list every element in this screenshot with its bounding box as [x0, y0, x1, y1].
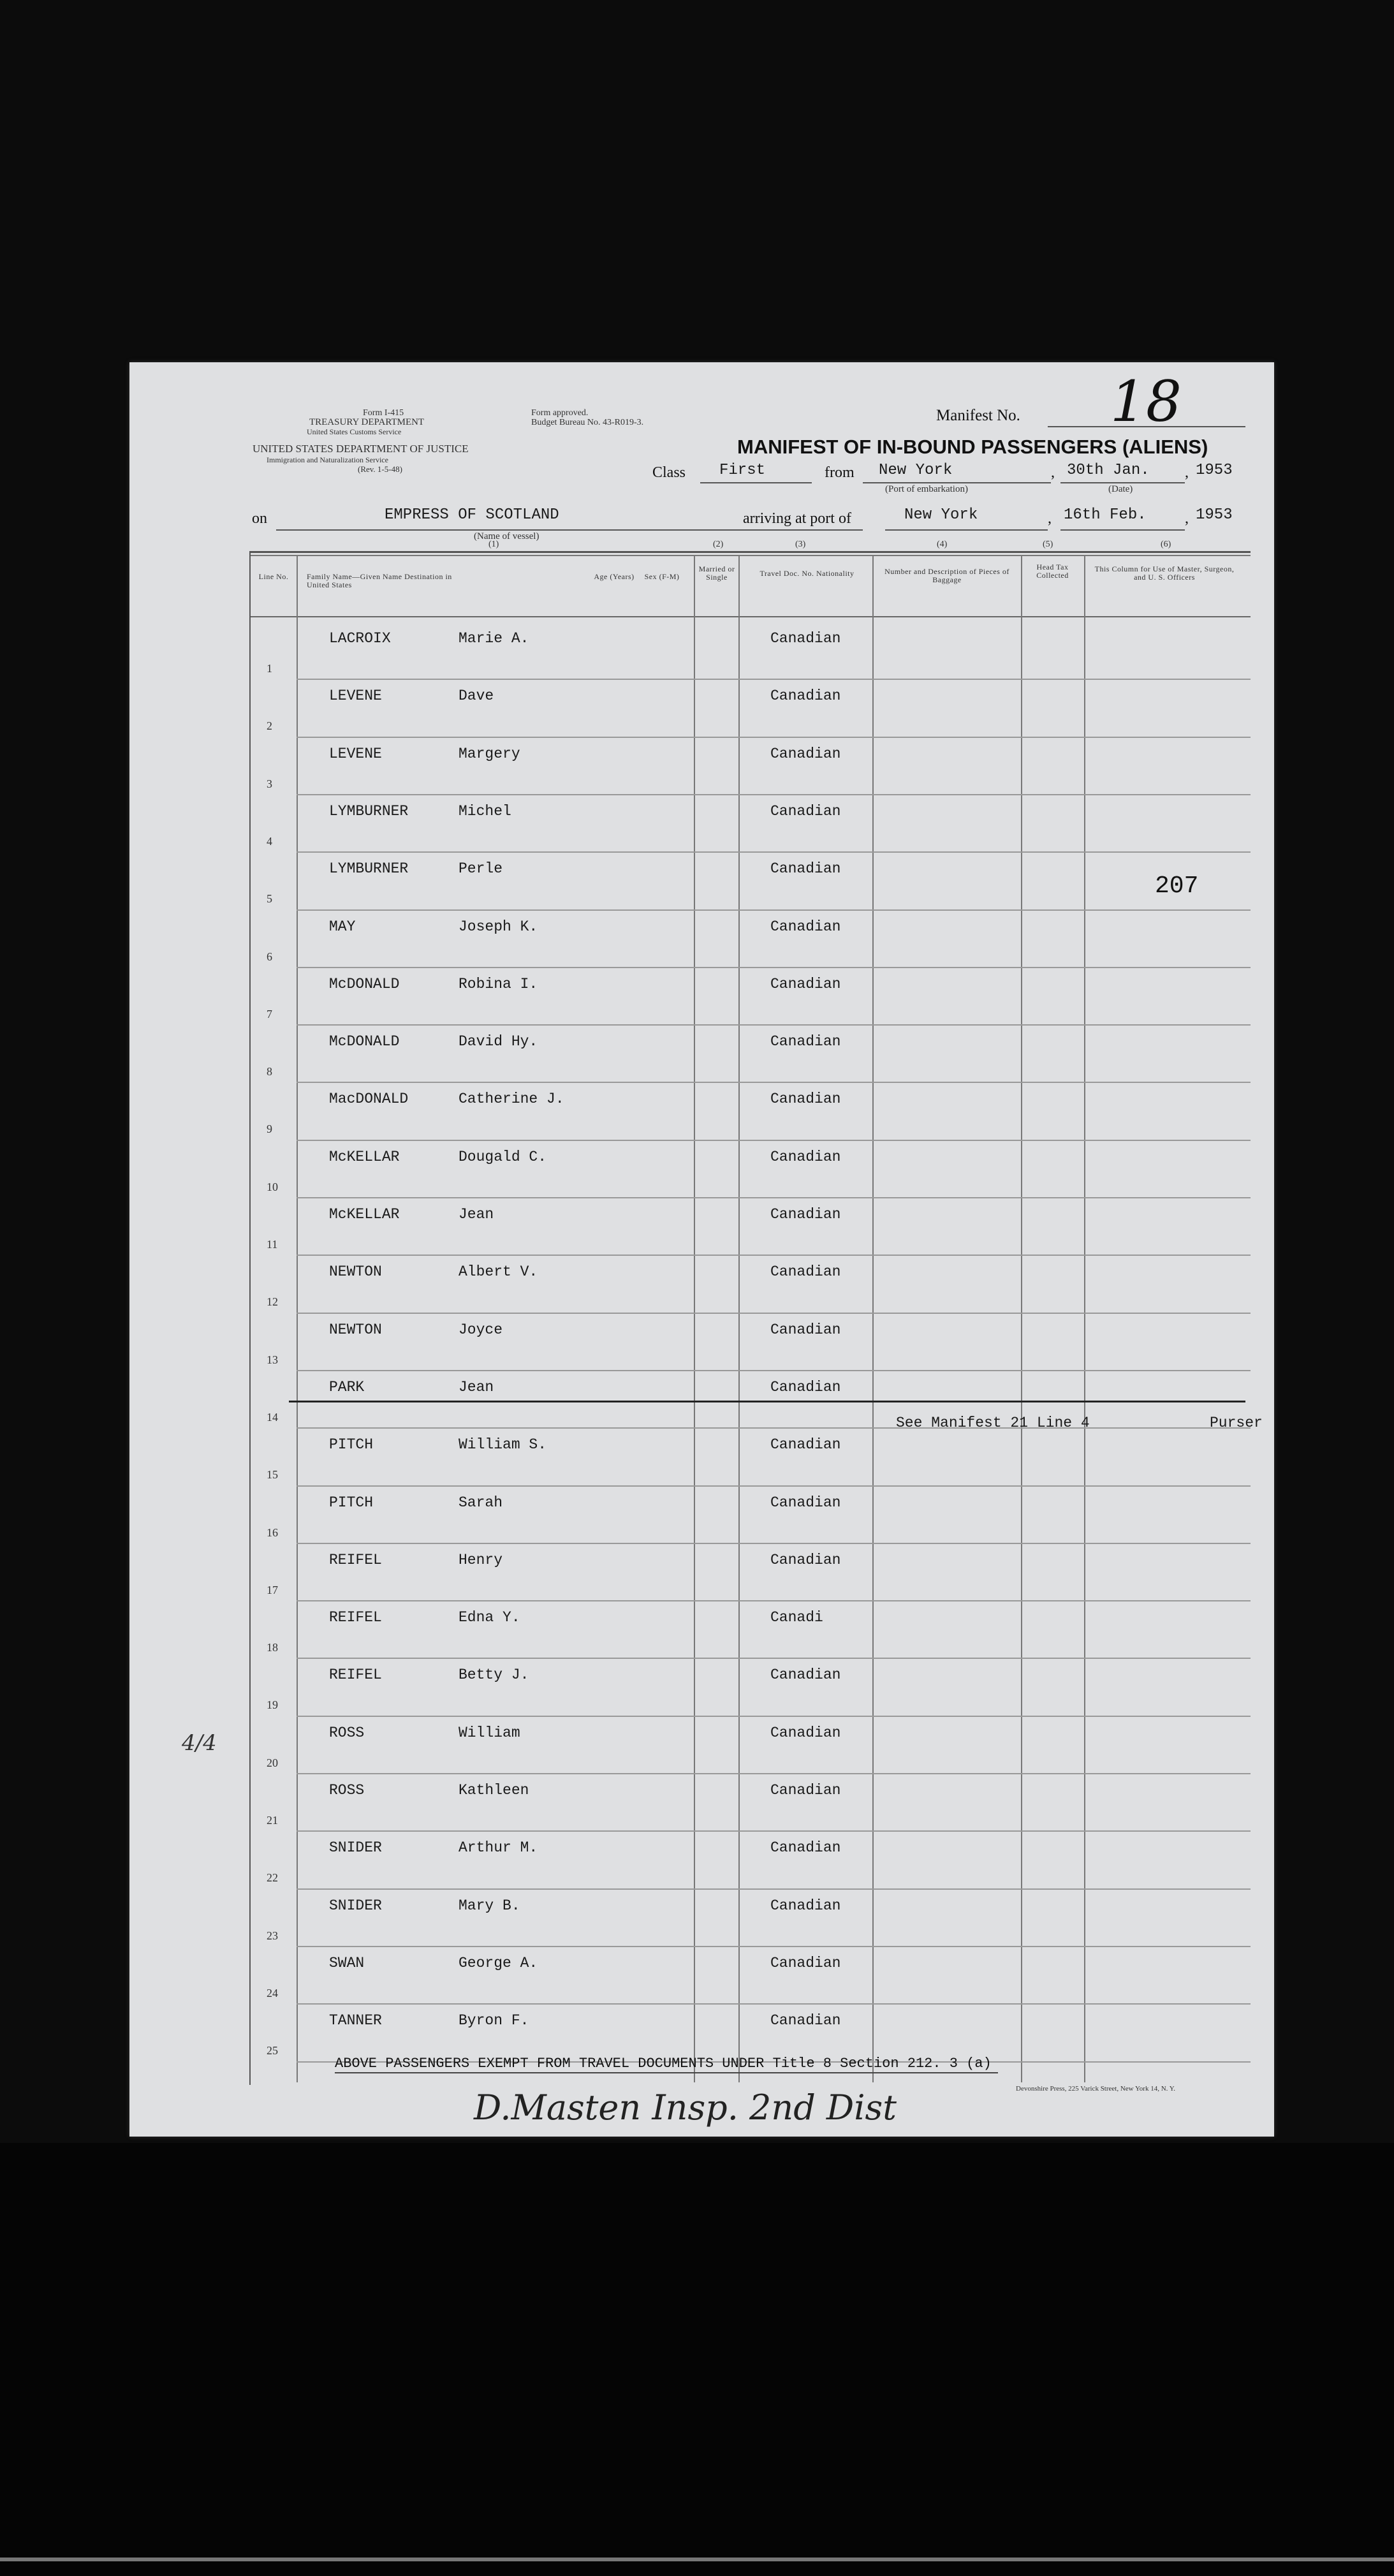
row-divider: [297, 1773, 1251, 1774]
officer-number: 207: [1155, 872, 1199, 900]
family-name: McDONALD: [329, 1033, 400, 1050]
nationality: Canadian: [770, 745, 841, 762]
row-divider: [297, 1197, 1251, 1198]
family-name: LEVENE: [329, 745, 382, 762]
family-name: ROSS: [329, 1724, 365, 1741]
line-number: 14: [267, 1410, 278, 1424]
married-divider: [738, 555, 740, 2082]
row-divider: [297, 1255, 1251, 1256]
given-name: Perle: [459, 860, 503, 878]
col-header-sex: Sex (F-M): [644, 572, 680, 581]
nationality: Canadian: [770, 1263, 841, 1281]
park-strikethrough: [289, 1401, 1245, 1402]
nationality: Canadian: [770, 1033, 841, 1050]
arrival-port: New York: [904, 506, 978, 524]
film-frame-strip: [0, 2558, 1394, 2561]
form-number: Form I-415: [363, 408, 404, 418]
col-number-3: (3): [795, 540, 806, 549]
family-name: PITCH: [329, 1494, 374, 1511]
arrival-port-underline: [885, 529, 1048, 531]
line-number: 5: [267, 892, 272, 906]
line-number: 4: [267, 834, 272, 848]
table-left-border: [249, 551, 251, 2085]
line-no-divider: [297, 555, 298, 2082]
manifest-no-value: 18: [1110, 369, 1182, 434]
line-number: 3: [267, 777, 272, 790]
nationality: Canadian: [770, 975, 841, 992]
line-number: 2: [267, 719, 272, 733]
nationality: Canadian: [770, 688, 841, 705]
col-header-married: Married or Single: [698, 564, 735, 582]
line-number: 11: [267, 1238, 278, 1251]
nationality: Canadian: [770, 1954, 841, 1971]
from-label: from: [825, 464, 855, 481]
nationality: Canadian: [770, 1839, 841, 1857]
given-name: Jean: [459, 1378, 494, 1395]
family-name: TANNER: [329, 2012, 382, 2029]
arrival-date: 16th Feb.: [1064, 506, 1147, 524]
inspector-signature: D.Masten Insp. 2nd Dist: [474, 2087, 897, 2128]
given-name: Henry: [459, 1551, 503, 1568]
date-comma: ,: [1051, 464, 1055, 481]
row-divider: [297, 737, 1251, 738]
given-name: Kathleen: [459, 1782, 529, 1799]
nationality: Canadian: [770, 1667, 841, 1684]
given-name: Joyce: [459, 1321, 503, 1338]
row-divider: [297, 1485, 1251, 1487]
row-divider: [297, 1427, 1251, 1429]
line-number: 13: [267, 1353, 278, 1366]
given-name: Catherine J.: [459, 1091, 564, 1108]
col-number-4: (4): [937, 540, 948, 549]
budget-bureau: Budget Bureau No. 43-R019-3.: [531, 418, 644, 427]
line-number: 22: [267, 1871, 278, 1885]
manifest-no-label: Manifest No.: [936, 407, 1020, 424]
nationality: Canadian: [770, 1378, 841, 1395]
given-name: Edna Y.: [459, 1609, 520, 1626]
purser-note: Purser: [1210, 1415, 1263, 1431]
nationality: Canadian: [770, 1494, 841, 1511]
class-value: First: [719, 462, 766, 479]
nationality: Canadian: [770, 1551, 841, 1568]
class-label: Class: [652, 464, 686, 481]
given-name: Betty J.: [459, 1667, 529, 1684]
line-number: 24: [267, 1986, 278, 1999]
given-name: Robina I.: [459, 975, 538, 992]
row-divider: [297, 794, 1251, 795]
family-name: LYMBURNER: [329, 860, 409, 878]
family-name: McDONALD: [329, 975, 400, 992]
manifest-title: MANIFEST OF IN-BOUND PASSENGERS (ALIENS): [737, 436, 1208, 458]
given-name: Mary B.: [459, 1897, 520, 1914]
row-divider: [297, 909, 1251, 911]
col-header-baggage: Number and Description of Pieces of Baggage: [884, 567, 1009, 584]
family-name: MAY: [329, 918, 356, 935]
nationality: Canadian: [770, 1436, 841, 1454]
nationality: Canadian: [770, 630, 841, 647]
nationality: Canadian: [770, 1724, 841, 1741]
family-name: NEWTON: [329, 1321, 382, 1338]
given-name: William S.: [459, 1436, 547, 1454]
col-number-2: (2): [713, 540, 724, 549]
date-underline: [1060, 482, 1185, 483]
family-name: LACROIX: [329, 630, 391, 647]
col-header-name: Family Name—Given Name Destination in United States: [307, 572, 452, 589]
given-name: Michel: [459, 802, 511, 820]
vessel-name: EMPRESS OF SCOTLAND: [385, 506, 559, 524]
row-divider: [297, 1543, 1251, 1544]
revision: (Rev. 1-5-48): [358, 464, 402, 474]
line-number: 18: [267, 1641, 278, 1654]
treasury-department: TREASURY DEPARTMENT: [309, 417, 425, 427]
family-name: MacDONALD: [329, 1091, 409, 1108]
given-name: Sarah: [459, 1494, 503, 1511]
line-number: 21: [267, 1814, 278, 1827]
arrival-year-comma: ,: [1185, 510, 1189, 527]
line-number: 7: [267, 1007, 272, 1020]
line-number: 8: [267, 1065, 272, 1078]
given-name: Dougald C.: [459, 1148, 547, 1165]
line-number: 10: [267, 1180, 278, 1193]
line-number: 6: [267, 950, 272, 963]
family-name: SNIDER: [329, 1897, 382, 1914]
departure-date: 30th Jan.: [1067, 462, 1150, 479]
family-name: LEVENE: [329, 688, 382, 705]
col-number-5: (5): [1043, 540, 1053, 549]
given-name: Joseph K.: [459, 918, 538, 935]
row-divider: [297, 1024, 1251, 1026]
row-divider: [297, 967, 1251, 968]
row-divider: [297, 1082, 1251, 1083]
arriving-label: arriving at port of: [743, 510, 851, 527]
printer-note: Devonshire Press, 225 Varick Street, New York 14, N. Y.: [1016, 2085, 1176, 2093]
baggage-divider: [1021, 555, 1022, 2082]
col-header-line-no: Line No.: [258, 572, 289, 581]
given-name: Albert V.: [459, 1263, 538, 1281]
given-name: William: [459, 1724, 520, 1741]
nationality: Canadi: [770, 1609, 823, 1626]
family-name: PITCH: [329, 1436, 374, 1454]
given-name: Dave: [459, 688, 494, 705]
family-name: ROSS: [329, 1782, 365, 1799]
line-number: 15: [267, 1468, 278, 1482]
row-divider: [297, 1600, 1251, 1601]
given-name: Margery: [459, 745, 520, 762]
exempt-underline: [335, 2072, 998, 2073]
on-label: on: [252, 510, 267, 527]
given-name: Arthur M.: [459, 1839, 538, 1857]
vessel-underline: [276, 529, 863, 531]
manifest-sheet: [129, 362, 1274, 2137]
col-header-age: Age (Years): [594, 572, 635, 581]
nationality: Canadian: [770, 1321, 841, 1338]
film-frame-bottom: [0, 2143, 1394, 2576]
row-divider: [297, 1140, 1251, 1141]
col-header-travel-doc: Travel Doc. No. Nationality: [759, 569, 855, 578]
line-number: 9: [267, 1122, 272, 1136]
family-name: McKELLAR: [329, 1148, 400, 1165]
nationality: Canadian: [770, 1782, 841, 1799]
given-name: Byron F.: [459, 2012, 529, 2029]
port-embarkation-caption: (Port of embarkation): [885, 484, 968, 494]
header-bottom-rule: [249, 616, 1251, 617]
family-name: REIFEL: [329, 1551, 382, 1568]
row-divider: [297, 1946, 1251, 1947]
col-number-1: (1): [488, 540, 499, 549]
line-number: 20: [267, 1756, 278, 1769]
row-divider: [297, 1830, 1251, 1832]
nationality: Canadian: [770, 1091, 841, 1108]
from-underline: [863, 482, 1051, 483]
row-divider: [297, 1370, 1251, 1371]
class-underline: [700, 482, 812, 483]
row-divider: [297, 1313, 1251, 1314]
headtax-divider: [1084, 555, 1085, 2082]
nationality: Canadian: [770, 1148, 841, 1165]
col-header-officers: This Column for Use of Master, Surgeon, and U. S. Officers: [1094, 564, 1235, 582]
row-divider: [297, 1658, 1251, 1659]
arrival-date-underline: [1060, 529, 1185, 531]
park-note: See Manifest 21 Line 4: [896, 1415, 1090, 1431]
row-divider: [297, 851, 1251, 853]
date-caption: (Date): [1108, 484, 1133, 494]
row-divider: [297, 1716, 1251, 1717]
arrival-comma: ,: [1048, 510, 1052, 527]
line-number: 17: [267, 1583, 278, 1596]
nationality: Canadian: [770, 2012, 841, 2029]
family-name: SWAN: [329, 1954, 365, 1971]
family-name: REIFEL: [329, 1609, 382, 1626]
line-number: 16: [267, 1526, 278, 1539]
line-number: 25: [267, 2044, 278, 2057]
form-approved: Form approved.: [531, 408, 589, 418]
given-name: Jean: [459, 1206, 494, 1223]
line-number: 1: [267, 662, 272, 675]
col-header-head-tax: Head Tax Collected: [1036, 563, 1069, 580]
nationality: Canadian: [770, 918, 841, 935]
family-name: NEWTON: [329, 1263, 382, 1281]
table-top-rule-2: [249, 555, 1251, 556]
given-name: David Hy.: [459, 1033, 538, 1050]
from-value: New York: [879, 462, 953, 479]
nationality: Canadian: [770, 860, 841, 878]
exempt-note: ABOVE PASSENGERS EXEMPT FROM TRAVEL DOCUMENTS UNDER Title 8 Section 212. 3 (a): [335, 2056, 992, 2072]
departure-year: 1953: [1196, 462, 1233, 479]
name-divider: [694, 555, 695, 2082]
row-divider: [297, 1888, 1251, 1890]
traveldoc-divider: [872, 555, 874, 2082]
customs-service: United States Customs Service: [307, 427, 402, 436]
nationality: Canadian: [770, 1897, 841, 1914]
margin-mark: 4/4: [182, 1730, 217, 1756]
family-name: PARK: [329, 1378, 365, 1395]
row-divider: [297, 679, 1251, 680]
family-name: LYMBURNER: [329, 802, 409, 820]
given-name: George A.: [459, 1954, 538, 1971]
line-number: 19: [267, 1698, 278, 1712]
given-name: Marie A.: [459, 630, 529, 647]
line-number: 23: [267, 1929, 278, 1942]
ins-service: Immigration and Naturalization Service: [267, 455, 388, 464]
family-name: SNIDER: [329, 1839, 382, 1857]
arrival-year: 1953: [1196, 506, 1233, 524]
nationality: Canadian: [770, 1206, 841, 1223]
nationality: Canadian: [770, 802, 841, 820]
vessel-caption: (Name of vessel): [474, 531, 539, 541]
col-number-6: (6): [1161, 540, 1171, 549]
line-number: 12: [267, 1295, 278, 1309]
department-of-justice: UNITED STATES DEPARTMENT OF JUSTICE: [253, 443, 469, 455]
year-comma: ,: [1185, 464, 1189, 481]
row-divider: [297, 2003, 1251, 2005]
family-name: McKELLAR: [329, 1206, 400, 1223]
table-top-rule: [249, 551, 1251, 553]
family-name: REIFEL: [329, 1667, 382, 1684]
